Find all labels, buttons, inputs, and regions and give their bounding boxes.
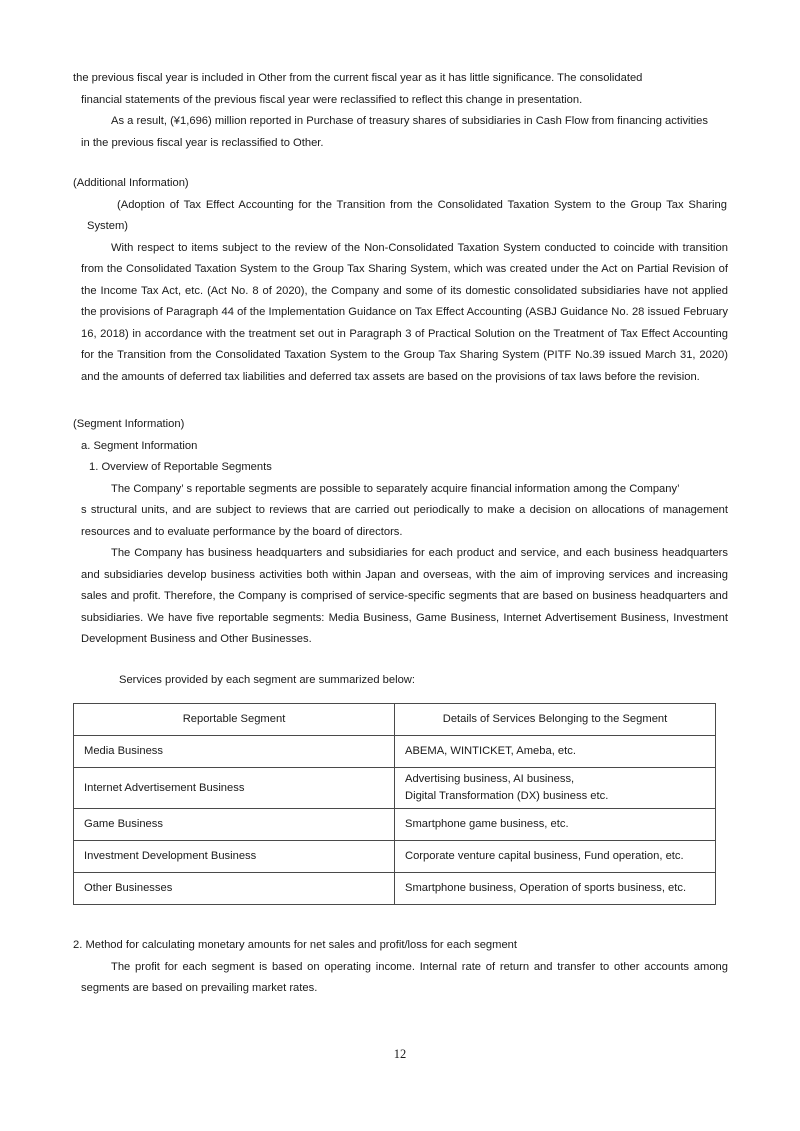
table-row bbox=[74, 809, 716, 841]
cell-segment-name: Internet Advertisement Business bbox=[74, 768, 395, 809]
cell-segment-details bbox=[395, 809, 716, 841]
segment-paragraph-1-continued: s structural units, and are subject to reviews that are carried out periodically to make a decision on allocations of management resources and to evaluate performance by the board of directors. bbox=[81, 504, 728, 538]
table-row bbox=[74, 841, 716, 873]
cell-details-line-1: ABEMA, WINTICKET, Ameba, etc. bbox=[405, 745, 576, 757]
cell-segment-details bbox=[395, 873, 716, 905]
cell-segment-details bbox=[395, 768, 716, 809]
cell-segment-name: Media Business bbox=[74, 736, 395, 768]
spacer bbox=[73, 388, 728, 414]
cell-segment-details bbox=[395, 841, 716, 873]
cell-segment-name: Investment Development Business bbox=[74, 841, 395, 873]
additional-information-heading: (Additional Information) bbox=[73, 177, 189, 189]
intro-paragraph-line-4: in the previous fiscal year is reclassified to Other. bbox=[81, 136, 324, 149]
cell-details-line-2: Digital Transformation (DX) business etc. bbox=[405, 790, 609, 802]
cell-details-line-1: Smartphone game business, etc. bbox=[405, 818, 569, 830]
cell-details-line-1: Advertising business, AI business, bbox=[405, 773, 575, 785]
segment-information-item-2: 2. Method for calculating monetary amounts for net sales and profit/loss for each segment bbox=[73, 939, 518, 951]
segment-paragraph-2: The Company has business headquarters and subsidiaries for each product and service, and each business headquarters and subsidiaries develop business activities both within Japan and overseas, with the aim of improving services and increasing sales and profit. Therefore, the Company is comprised of service-specific segments that are based on business headquarters and subsidiaries. We have five reportable segments: Media Business, Game Business, Internet Advertisement Business, Investment Development Business and Other Businesses. bbox=[81, 547, 728, 645]
segment-table-head bbox=[74, 704, 716, 736]
cell-details-line-1: Smartphone business, Operation of sports business, etc. bbox=[405, 882, 687, 894]
intro-paragraph-line-3: As a result, (¥1,696) million reported in Purchase of treasury shares of subsidiaries in Cash Flow from financing activities bbox=[111, 115, 708, 127]
cell-segment-name: Other Businesses bbox=[74, 873, 395, 905]
column-header-reportable-segment: Reportable Segment bbox=[74, 704, 395, 736]
intro-paragraph-line-1: the previous fiscal year is included in Other from the current fiscal year as it has little significance. The consolidated bbox=[73, 72, 643, 84]
page-number: 12 bbox=[393, 1047, 407, 1061]
cell-segment-name: Game Business bbox=[74, 809, 395, 841]
additional-information-body: With respect to items subject to the review of the Non-Consolidated Taxation System conducted to coincide with transition from the Consolidated Taxation System to the Group Tax Sharing System, which was created under the Act on Partial Revision of the Income Tax Act, etc. (Act No. 8 of 2020), the Company and some of its domestic consolidated subsidiaries have not applied the provisions of Paragraph 44 of the Implementation Guidance on Tax Effect Accounting (ASBJ Guidance No. 28 issued February 16, 2018) in accordance with the treatment set out in Paragraph 3 of Practical Solution on the Treatment of Tax Effect Accounting for the Transition from the Consolidated Taxation System to the Group Tax Sharing System (PITF No.39 issued March 31, 2020) and the amounts of deferred tax liabilities and deferred tax assets are based on the provisions of tax laws before the revision. bbox=[81, 241, 728, 383]
cell-details-line-1: Corporate venture capital business, Fund operation, etc. bbox=[405, 850, 684, 862]
table-row bbox=[74, 873, 716, 905]
spacer bbox=[73, 154, 728, 173]
document-body bbox=[73, 68, 728, 1000]
segment-information-heading: (Segment Information) bbox=[73, 418, 185, 430]
segment-table-intro: Services provided by each segment are summarized below: bbox=[119, 673, 415, 686]
table-header-row bbox=[74, 704, 716, 736]
intro-paragraph-line-2: financial statements of the previous fiscal year were reclassified to reflect this change in presentation. bbox=[81, 93, 583, 106]
spacer bbox=[73, 905, 728, 935]
segment-table-body bbox=[74, 736, 716, 905]
segment-information-item-1: 1. Overview of Reportable Segments bbox=[89, 461, 272, 473]
segment-information-item-a: a. Segment Information bbox=[81, 439, 198, 452]
segment-paragraph-3: The profit for each segment is based on operating income. Internal rate of return and transfer to other accounts among segments are based on prevailing market rates. bbox=[81, 960, 728, 994]
cell-segment-details bbox=[395, 736, 716, 768]
table-row bbox=[74, 736, 716, 768]
table-row bbox=[74, 768, 716, 809]
segment-table-wrapper bbox=[73, 703, 728, 905]
segment-paragraph-1-line-1: The Company’ s reportable segments are possible to separately acquire financial information among the Company’ bbox=[111, 482, 680, 495]
additional-information-subheading: (Adoption of Tax Effect Accounting for the Transition from the Consolidated Taxation System to the Group Tax Sharing System) bbox=[87, 198, 727, 232]
spacer bbox=[73, 651, 728, 670]
segment-table bbox=[73, 703, 716, 905]
column-header-details: Details of Services Belonging to the Segment bbox=[395, 704, 716, 736]
